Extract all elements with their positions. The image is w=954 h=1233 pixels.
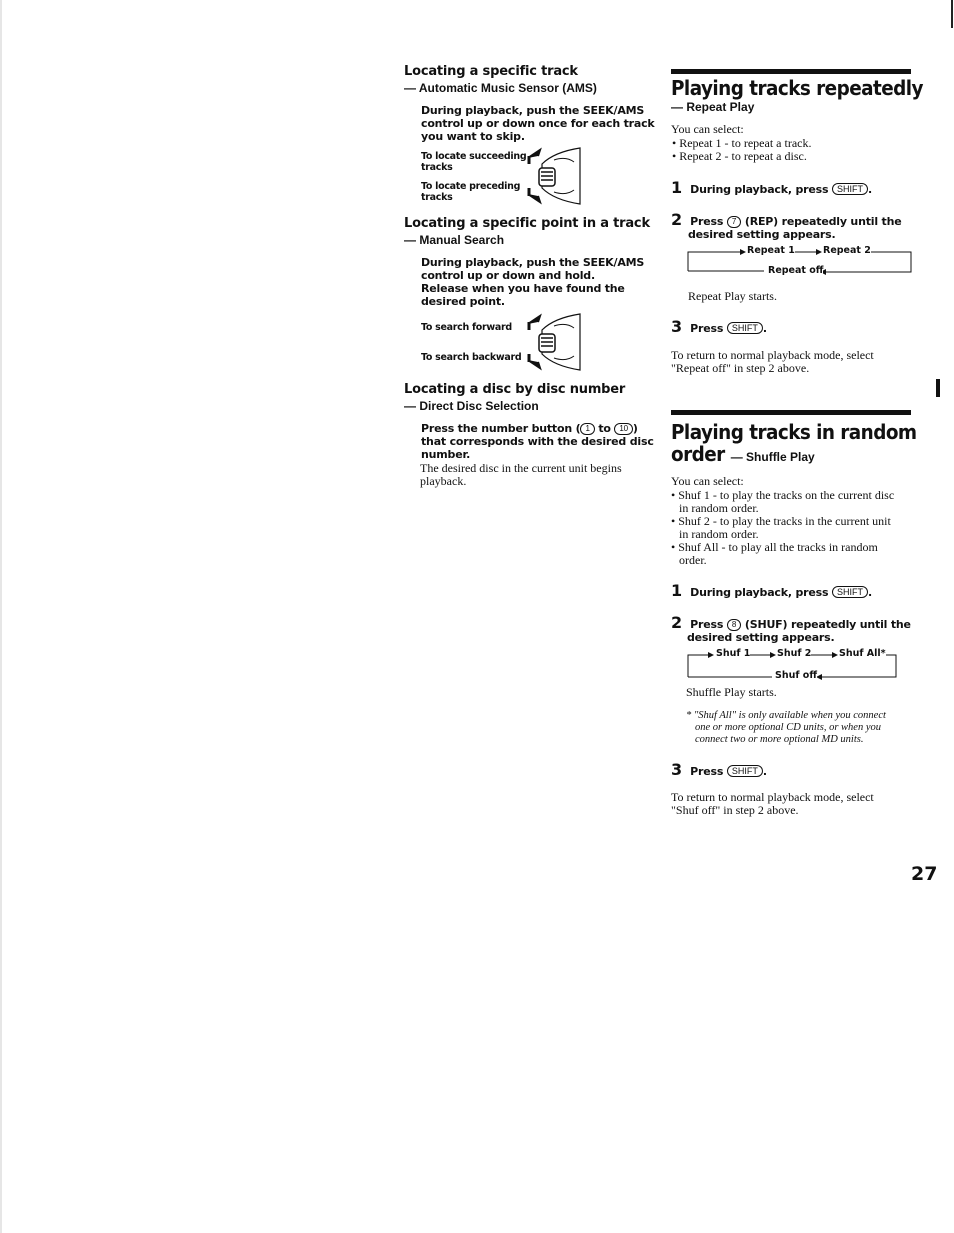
step-number: 1 <box>671 581 683 600</box>
instruction-line: control up or down and hold. <box>421 269 595 282</box>
shuffle-step-1 <box>671 581 872 601</box>
shuffle-options <box>671 489 911 567</box>
body-line: To return to normal playback mode, select <box>671 348 874 362</box>
repeat-step-2 <box>671 210 901 230</box>
label-locate-succeeding <box>421 151 526 173</box>
instruction-line: Release when you have found the <box>421 282 625 295</box>
cycle-repeat-2: Repeat 2 <box>823 245 871 256</box>
label-search-forward: To search forward <box>421 322 512 333</box>
instruction-text: ) <box>632 422 638 435</box>
instruction-line: desired point. <box>421 295 505 308</box>
step-number: 1 <box>671 178 683 197</box>
number-button-1: 1 <box>580 423 594 435</box>
subheading-ams: — Automatic Music Sensor (AMS) <box>404 81 597 95</box>
step-text: desired setting appears. <box>688 228 836 241</box>
step-number: 2 <box>671 210 683 229</box>
scan-edge <box>0 0 2 1233</box>
step-text: (SHUF) repeatedly until the <box>741 618 911 631</box>
step-text: During playback, press <box>690 586 832 599</box>
bullet-item: in random order. <box>679 501 759 515</box>
bullet-item: • Shuf 1 - to play the tracks on the current disc <box>671 488 895 502</box>
step-number: 2 <box>671 613 683 632</box>
instruction-direct-disc <box>421 422 654 461</box>
step-text: desired setting appears. <box>687 631 835 644</box>
shuffle-step-2 <box>671 613 911 633</box>
cycle-shuf-off: Shuf off <box>775 670 818 681</box>
instruction-line: control up or down once for each track <box>421 117 655 130</box>
label-line: To locate succeeding <box>421 151 527 162</box>
instruction-line: you want to skip. <box>421 130 525 143</box>
repeat-intro: You can select: <box>671 122 744 136</box>
repeat-options <box>672 137 811 163</box>
heading-locate-point: Locating a specific point in a track <box>404 216 650 231</box>
repeat-step-1 <box>671 178 872 198</box>
cycle-repeat-1: Repeat 1 <box>747 245 795 256</box>
label-line: tracks <box>421 162 453 173</box>
cycle-shuf-all: Shuf All* <box>839 648 886 659</box>
cycle-shuf-1: Shuf 1 <box>716 648 751 659</box>
repeat-step-3 <box>671 317 767 337</box>
bullet-item: • Shuf 2 - to play the tracks in the current unit <box>671 514 891 528</box>
heading-repeat: Playing tracks repeatedly <box>671 76 923 100</box>
subheading-direct-disc: — Direct Disc Selection <box>404 399 539 413</box>
number-button-7: 7 <box>727 216 741 228</box>
bullet-item: • Repeat 1 - to repeat a track. <box>672 136 812 150</box>
repeat-return <box>671 349 874 375</box>
number-button-10: 10 <box>614 423 633 435</box>
step-text: Press <box>690 215 727 228</box>
instruction-line <box>421 422 654 435</box>
heading-shuffle-line2 <box>671 442 815 466</box>
instruction-text: Press the number button ( <box>421 422 581 435</box>
page-number: 27 <box>911 863 938 885</box>
repeat-cycle-diagram <box>686 243 914 275</box>
instruction-line: During playback, push the SEEK/AMS <box>421 256 645 269</box>
heading-shuffle-line1: Playing tracks in random <box>671 420 917 444</box>
note-line: one or more optional CD units, or when you <box>695 722 881 733</box>
note-line: connect two or more optional MD units. <box>695 734 864 745</box>
shuffle-step-3 <box>671 760 767 780</box>
instruction-ams <box>421 104 655 143</box>
shuffle-cycle-diagram <box>686 646 900 682</box>
instruction-line: number. <box>421 448 471 461</box>
shuffle-starts: Shuffle Play starts. <box>686 685 777 699</box>
bullet-item: • Repeat 2 - to repeat a disc. <box>672 149 807 163</box>
step-text: . <box>762 765 767 778</box>
body-line: "Shuf off" in step 2 above. <box>671 803 799 817</box>
shuffle-footnote <box>686 710 886 746</box>
shift-button: SHIFT <box>727 765 763 777</box>
label-locate-preceding <box>421 181 520 203</box>
step-number: 3 <box>671 317 683 336</box>
cycle-repeat-off: Repeat off <box>768 265 824 276</box>
cycle-shuf-2: Shuf 2 <box>777 648 812 659</box>
instruction-line: that corresponds with the desired disc <box>421 435 654 448</box>
label-line: To locate preceding <box>421 181 521 192</box>
body-line: playback. <box>420 474 467 488</box>
shuffle-intro: You can select: <box>671 474 744 488</box>
note-line: * "Shuf All" is only available when you connect <box>686 710 886 721</box>
shift-button: SHIFT <box>832 183 868 195</box>
seek-ams-control-icon <box>524 144 584 208</box>
bullet-item: in random order. <box>679 527 759 541</box>
step-text: Press <box>690 322 727 335</box>
bullet-item: order. <box>679 553 707 567</box>
section-rule <box>671 410 911 415</box>
step-text: . <box>762 322 767 335</box>
subheading-repeat: — Repeat Play <box>671 100 755 114</box>
bullet-item: • Shuf All - to play all the tracks in random <box>671 540 878 554</box>
step-text: Press <box>690 765 727 778</box>
heading-locate-track: Locating a specific track <box>404 64 578 79</box>
step-text: During playback, press <box>690 183 832 196</box>
shuffle-return <box>671 791 874 817</box>
body-line: To return to normal playback mode, select <box>671 790 874 804</box>
step-text: Press <box>690 618 727 631</box>
shift-button: SHIFT <box>832 586 868 598</box>
heading-order: order <box>671 442 725 466</box>
shift-button: SHIFT <box>727 322 763 334</box>
margin-tab-mark <box>936 379 940 397</box>
section-rule <box>671 69 911 74</box>
subheading-manual-search: — Manual Search <box>404 233 505 247</box>
step-text: . <box>867 183 872 196</box>
subheading-shuffle: — Shuffle Play <box>727 450 815 464</box>
label-line: tracks <box>421 192 453 203</box>
step-number: 3 <box>671 760 683 779</box>
instruction-line: During playback, push the SEEK/AMS <box>421 104 645 117</box>
number-button-8: 8 <box>727 619 741 631</box>
body-line: The desired disc in the current unit begins <box>420 461 622 475</box>
scan-edge-mark <box>951 0 953 28</box>
instruction-text: to <box>594 422 615 435</box>
instruction-manual-search <box>421 256 644 308</box>
repeat-starts: Repeat Play starts. <box>688 289 777 303</box>
heading-locate-disc: Locating a disc by disc number <box>404 382 626 397</box>
step-text: (REP) repeatedly until the <box>741 215 902 228</box>
label-search-backward: To search backward <box>421 352 522 363</box>
seek-ams-control-icon <box>524 310 584 374</box>
step-text: . <box>867 586 872 599</box>
body-line: "Repeat off" in step 2 above. <box>671 361 810 375</box>
body-direct-disc <box>420 462 622 488</box>
